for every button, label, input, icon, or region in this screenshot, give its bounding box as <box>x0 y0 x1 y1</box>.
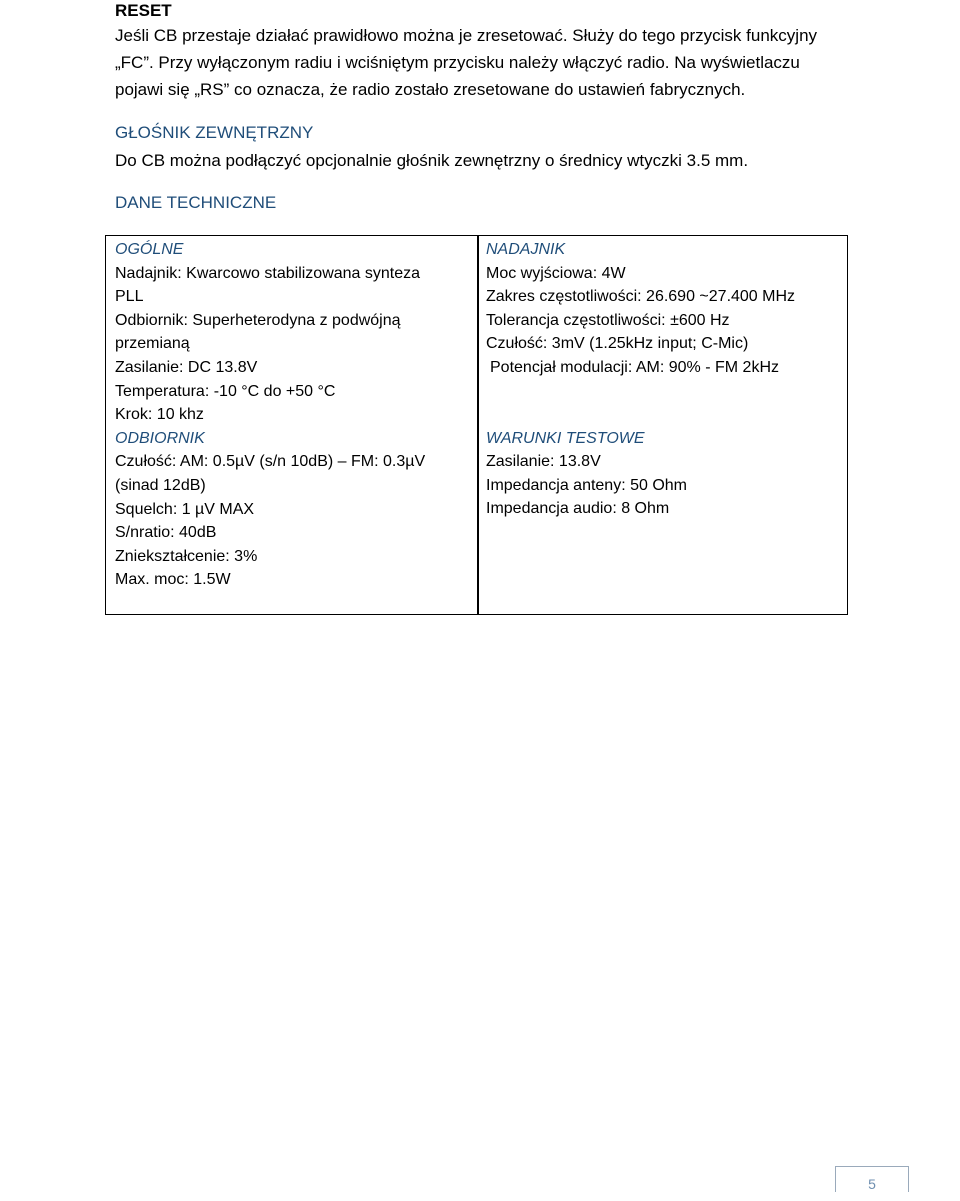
spec-line: Squelch: 1 µV MAX <box>115 500 255 518</box>
reset-line: Jeśli CB przestaje działać prawidłowo można je zresetować. Służy do tego przycisk funkcyjny <box>115 26 818 45</box>
spec-line: Krok: 10 khz <box>115 406 204 424</box>
reset-line: pojawi się „RS” co oznacza, że radio zostało zresetowane do ustawień fabrycznych. <box>115 80 746 99</box>
speaker-text: Do CB można podłączyć opcjonalnie głośnik zewnętrzny o średnicy wtyczki 3.5 mm. <box>115 151 749 170</box>
reset-line: „FC”. Przy wyłączonym radiu i wciśniętym przycisku należy włączyć radio. Na wyświetlaczu <box>115 53 800 72</box>
spec-table <box>105 235 848 615</box>
transmitter-heading: NADAJNIK <box>486 241 566 258</box>
test-conditions-heading: WARUNKI TESTOWE <box>486 429 645 447</box>
spec-line: Moc wyjściowa: 4W <box>486 264 626 282</box>
page-number: 5 <box>835 1166 909 1192</box>
spec-line: przemianą <box>115 335 190 353</box>
spec-line: (sinad 12dB) <box>115 476 206 494</box>
speaker-paragraph <box>115 147 748 174</box>
reset-paragraph <box>115 22 855 103</box>
reset-heading: RESET <box>115 1 172 20</box>
spec-column-right <box>486 238 841 521</box>
spec-line: Odbiornik: Superheterodyna z podwójną <box>115 311 401 329</box>
speaker-heading: GŁOŚNIK ZEWNĘTRZNY <box>115 123 314 142</box>
spec-line: Nadajnik: Kwarcowo stabilizowana synteza <box>115 264 421 282</box>
spec-line: Czułość: 3mV (1.25kHz input; C-Mic) <box>486 335 749 353</box>
spec-line: Impedancja audio: 8 Ohm <box>486 500 670 518</box>
spec-line: Impedancja anteny: 50 Ohm <box>486 476 688 494</box>
spec-line: Zasilanie: 13.8V <box>486 453 601 471</box>
spacer <box>486 380 841 427</box>
spec-line: Tolerancja częstotliwości: ±600 Hz <box>486 311 730 329</box>
spec-line: S/nratio: 40dB <box>115 524 217 542</box>
spec-line: Potencjał modulacji: AM: 90% - FM 2kHz <box>490 358 779 376</box>
spec-column-left <box>115 238 470 592</box>
general-heading: OGÓLNE <box>115 241 184 258</box>
spec-line: PLL <box>115 288 144 306</box>
spec-line: Max. moc: 1.5W <box>115 571 231 589</box>
receiver-heading: ODBIORNIK <box>115 429 205 447</box>
spec-line: Czułość: AM: 0.5µV (s/n 10dB) – FM: 0.3µV <box>115 453 426 471</box>
tech-data-heading: DANE TECHNICZNE <box>115 193 277 212</box>
table-column-divider <box>477 236 479 614</box>
spec-line: Zakres częstotliwości: 26.690 ~27.400 MHz <box>486 288 796 306</box>
spec-line: Zniekształcenie: 3% <box>115 547 258 565</box>
spec-line: Zasilanie: DC 13.8V <box>115 358 258 376</box>
spec-line: Temperatura: -10 °C do +50 °C <box>115 382 336 400</box>
